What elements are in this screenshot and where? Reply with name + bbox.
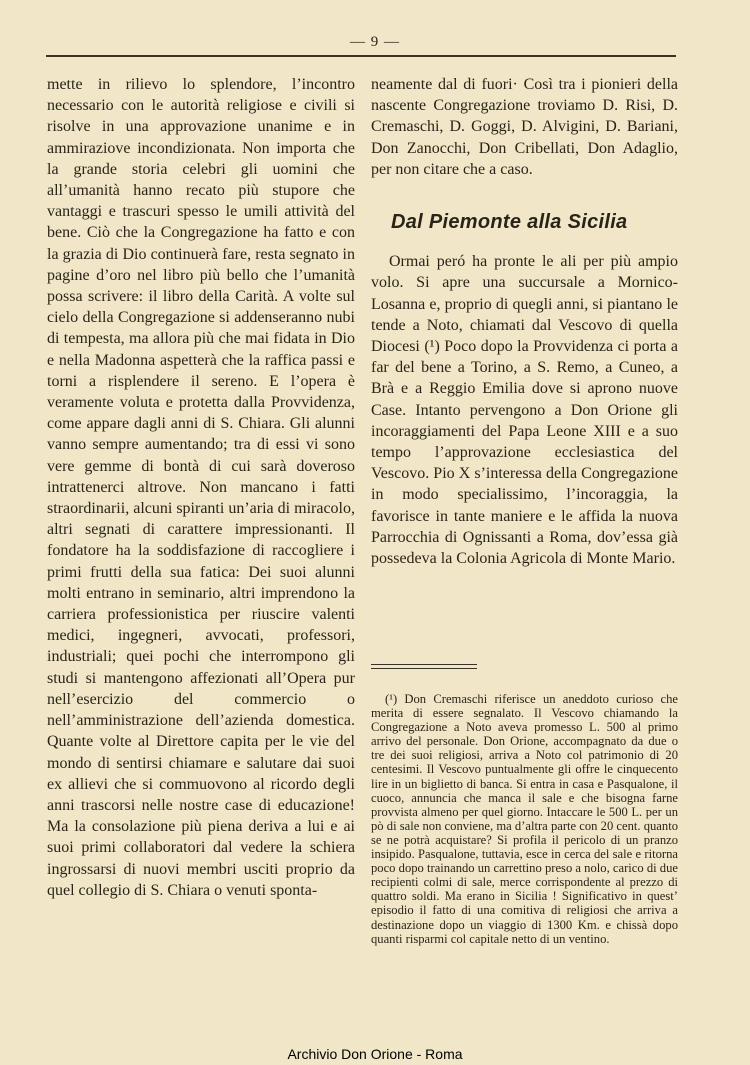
footnote-rule-second xyxy=(371,668,477,669)
right-column-continuation: neamente dal di fuori· Così tra i pionieri della nascente Congregazione troviamo D. Risi, D. Cremaschi, D. Goggi, D. Alvigini, D. Bariani, Don Zanocchi, Don Cribellati, Don Adaglio, per non citare che a caso. xyxy=(371,76,678,178)
page-number: — 9 — xyxy=(350,34,400,50)
footnote-rule xyxy=(371,664,477,665)
right-column xyxy=(371,74,678,569)
header-rule xyxy=(46,55,676,57)
section-heading: Dal Piemonte alla Sicilia xyxy=(391,211,628,234)
left-column xyxy=(47,74,355,901)
footnote: (¹) Don Cremaschi riferisce un aneddoto curioso che merita di essere segnalato. Il Vescovo chiamando la Congregazione a Noto aveva promesso L. 500 al primo arrivo del personale. Don Orione, accompagnato da due o tre dei suoi religiosi, arriva a Noto col patrimonio di 20 centesimi. Il Vescovo puntualmente gli offre le cinquecento lire in un biglietto di banca. Si entra in casa e Pasqualone, il cuoco, annuncia che manca il sale e che bisogna farne provvista almeno per quel giorno. Intaccare le 500 L. per un pò di sale non conviene, ma d’altra parte con 20 cent. quanto se ne potrà acquistare? Si profila il pericolo di un pranzo insipido. Pasqualone, tuttavia, esce in cerca del sale e ritorna poco dopo trainando un carrettino preso a nolo, carico di due recipienti colmi di sale, merce corrispondente al prezzo di quattro soldi. Ma erano in Sicilia ! Significativo in quest’ episodio il fatto di una comitiva di religiosi che arriva a destinazione dopo un viaggio di 1300 Km. e chissà dopo quanti risparmi col capitale netto di un ventino. xyxy=(371,692,678,946)
right-column-section-text: Ormai peró ha pronte le ali per più ampio volo. Si apre una succursale a Mornico-Losanna e, proprio di quegli anni, si piantano le tende a Noto, chiamati dal Vescovo di quella Diocesi (¹) Poco dopo la Provvidenza ci porta a far del bene a Torino, a S. Remo, a Cuneo, a Brà e a Reggio Emilia dove si aprono nuove Case. Intanto pervengono a Don Orione gli incoraggiamenti del Papa Leone XIII e a suo tempo l’approvazione ecclesiastica del Vescovo. Pio X s’interessa della Congregazione in modo specialissimo, l’incoraggia, la favorisce in tante maniere e le affida la nuova Parrocchia di Ognissanti a Roma, dov’essa già possedeva la Colonia Agricola di Monte Mario. xyxy=(371,253,678,568)
archive-label: Archivio Don Orione - Roma xyxy=(287,1046,463,1062)
left-column-text: mette in rilievo lo splendore, l’incontro necessario con le autorità religiose e civili si risolve in una approvazione unanime e in ammiraziove incondizionata. Non importa che la grande storia celebri gli uomini che all’umanità hanno recato più stupore che vantaggi e trascuri spesso le umili attività del bene. Ciò che la Congregazione ha fatto e con la grazia di Dio continuerà fare, resta segnato in pagine d’oro nel libro più bello che l’umanità possa scrivere: il libro della Carità. A volte sul cielo della Congregazione si addenseranno nubi di tempesta, ma allora più che mai fidata in Dio e nella Madonna aspetterà che la raffica passi e torni a risplendere il sereno. E l’opera è veramente voluta e protetta dalla Provvidenza, come appare dagli anni di S. Chiara. Gli alunni vanno sempre aumentando; tra di essi vi sono vere gemme di bontà di cui sarà doveroso intrattenerci altrove. Non mancano i fatti straordinarii, alcuni spiranti un’aria di miracolo, altri segnati di carattere impressionanti. Il fondatore ha la soddisfazione di raccogliere i primi frutti della sua fatica: Dei suoi alunni molti entrano in seminario, altri imprendono la carriera professionistica per riuscire valenti medici, ingegneri, avvocati, professori, industriali; quei pochi che interrompono gli studi si mantengono affezionati all’Opera pur nell’esercizio del commercio o nell’amministrazione dell’azienda domestica. Quante volte al Direttore capita per le vie del mondo di sentirsi chiamare e salutare dai suoi ex allievi che si commuovono al ricordo degli anni trascorsi nelle nostre case di educazione! Ma la consolazione più piena deriva a lui e ai suoi primi collaboratori dal vedere la schiera ingrossarsi di nuovi membri usciti proprio da quel collegio di S. Chiara o venuti sponta- xyxy=(47,76,355,899)
